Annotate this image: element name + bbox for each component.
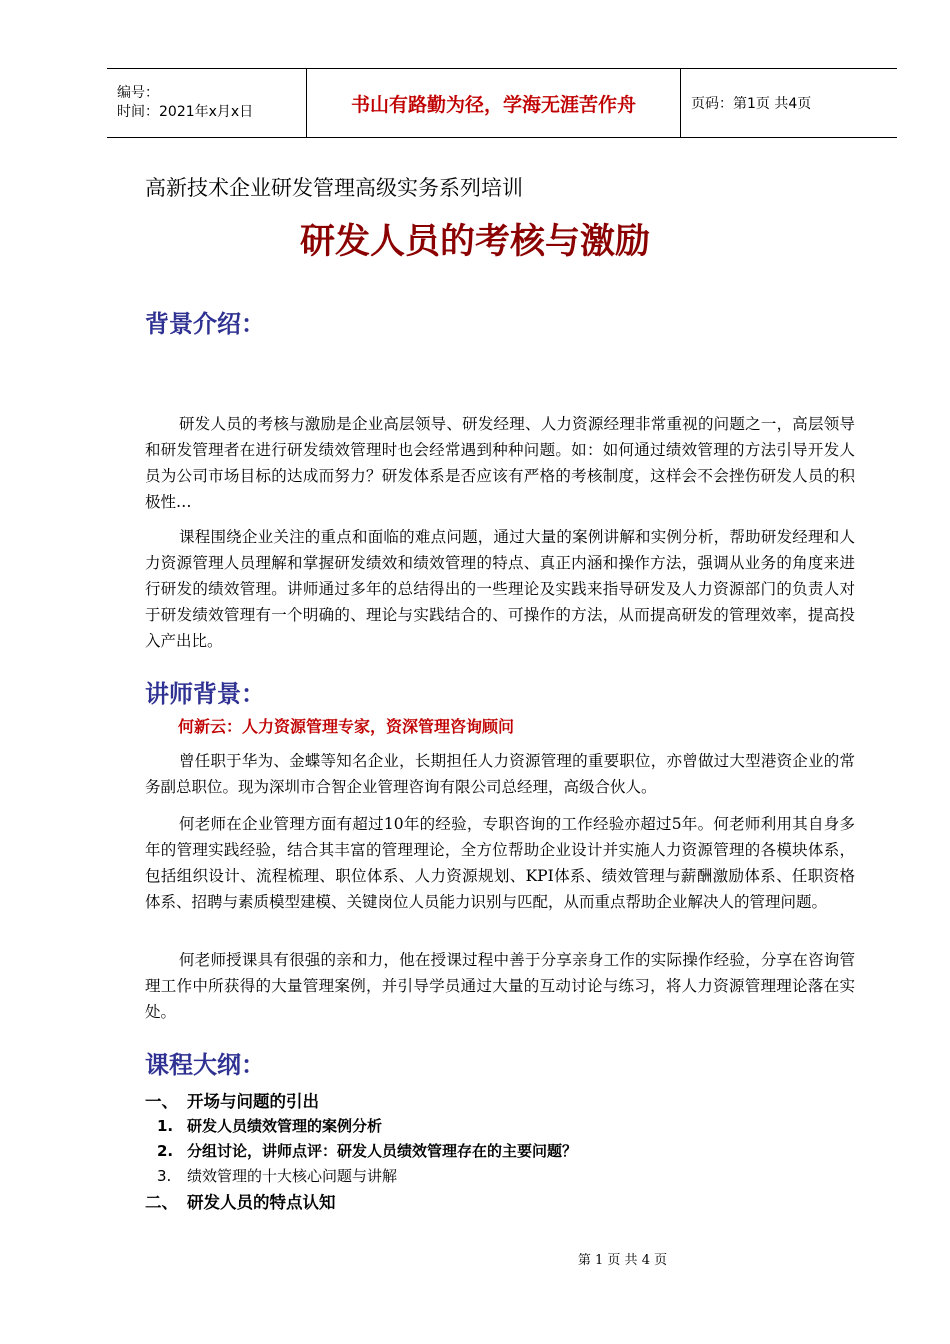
outline-item-2 — [145, 1138, 865, 1163]
outline-heading-2-text: 研发人员的特点认知 — [187, 1193, 336, 1212]
outline-heading-2 — [145, 1188, 865, 1214]
outline-heading-1-text: 开场与问题的引出 — [187, 1092, 319, 1111]
motto-cell — [307, 69, 681, 137]
background-heading: 背景介绍： — [145, 310, 265, 338]
page-footer: 第 1 页 共 4 页 — [577, 1253, 668, 1268]
lecturer-heading: 讲师背景： — [145, 680, 265, 708]
outline-heading-1 — [145, 1087, 865, 1113]
outline-item-2-text: 分组讨论，讲师点评：研发人员绩效管理存在的主要问题？ — [187, 1142, 578, 1160]
background-paragraph-1: 研发人员的考核与激励是企业高层领导、研发经理、人力资源经理非常重视的问题之一，高层领导和研发管理者在进行研发绩效管理时也会经常遇到种种问题。如：如何通过绩效管理的方法引导开发人员为公司市场目标的达成而努力？研发体系是否应该有严格的考核制度，这样会不会挫伤研发人员的积极性… — [145, 415, 855, 511]
lecturer-paragraph-1: 曾任职于华为、金蝶等知名企业，长期担任人力资源管理的重要职位，亦曾做过大型港资企业的常务副总职位。现为深圳市合智企业管理咨询有限公司总经理，高级合伙人。 — [145, 752, 855, 796]
outline-item-1-num: 1. — [157, 1116, 174, 1135]
outline-heading-1-num: 一、 — [145, 1092, 178, 1111]
course-outline — [145, 1087, 865, 1214]
outline-item-2-num: 2. — [157, 1141, 174, 1160]
page-info-cell — [681, 69, 897, 137]
outline-item-3-num: 3. — [157, 1166, 172, 1185]
background-paragraph-2: 课程围绕企业关注的重点和面临的难点问题，通过大量的案例讲解和实例分析，帮助研发经理和人力资源管理人员理解和掌握研发绩效和绩效管理的特点、真正内涵和操作方法，强调从业务的角度来进行研发的绩效管理。讲师通过多年的总结得出的一些理论及实践来指导研发及人力资源部门的负责人对于研发绩效管理有一个明确的、理论与实践结合的、可操作的方法，从而提高研发的管理效率，提高投入产出比。 — [145, 528, 855, 650]
outline-heading-2-num: 二、 — [145, 1193, 178, 1212]
time-label: 时间：2021年x月x日 — [117, 104, 254, 120]
main-title: 研发人员的考核与激励 — [299, 222, 650, 262]
motto: 书山有路勤为径，学海无涯苦作舟 — [350, 93, 636, 116]
lecturer-paragraph-3: 何老师授课具有很强的亲和力，他在授课过程中善于分享亲身工作的实际操作经验，分享在咨询管理工作中所获得的大量管理案例，并引导学员通过大量的互动讨论与练习，将人力资源管理理论落在实处。 — [145, 951, 855, 1021]
outline-item-3-text: 绩效管理的十大核心问题与讲解 — [187, 1167, 398, 1185]
outline-item-1 — [145, 1113, 865, 1138]
outline-item-3 — [145, 1163, 865, 1188]
page-info: 页码：第1页 共4页 — [691, 96, 812, 112]
header-table — [107, 68, 897, 138]
lecturer-paragraph-2: 何老师在企业管理方面有超过10年的经验，专职咨询的工作经验亦超过5年。何老师利用其自身多年的管理实践经验，结合其丰富的管理理论，全方位帮助企业设计并实施人力资源管理的各模块体系，包括组织设计、流程梳理、职位体系、人力资源规划、KPI体系、绩效管理与薪酬激励体系、任职资格体系、招聘与素质模型建模、关键岗位人员能力识别与匹配，从而重点帮助企业解决人的管理问题。 — [145, 815, 855, 911]
header-meta-cell — [107, 69, 307, 137]
lecturer-name-title: 何新云：人力资源管理专家，资深管理咨询顾问 — [178, 717, 515, 736]
outline-heading: 课程大纲： — [145, 1051, 265, 1079]
series-title: 高新技术企业研发管理高级实务系列培训 — [145, 176, 523, 200]
number-label: 编号： — [117, 85, 159, 101]
outline-item-1-text: 研发人员绩效管理的案例分析 — [187, 1117, 383, 1135]
